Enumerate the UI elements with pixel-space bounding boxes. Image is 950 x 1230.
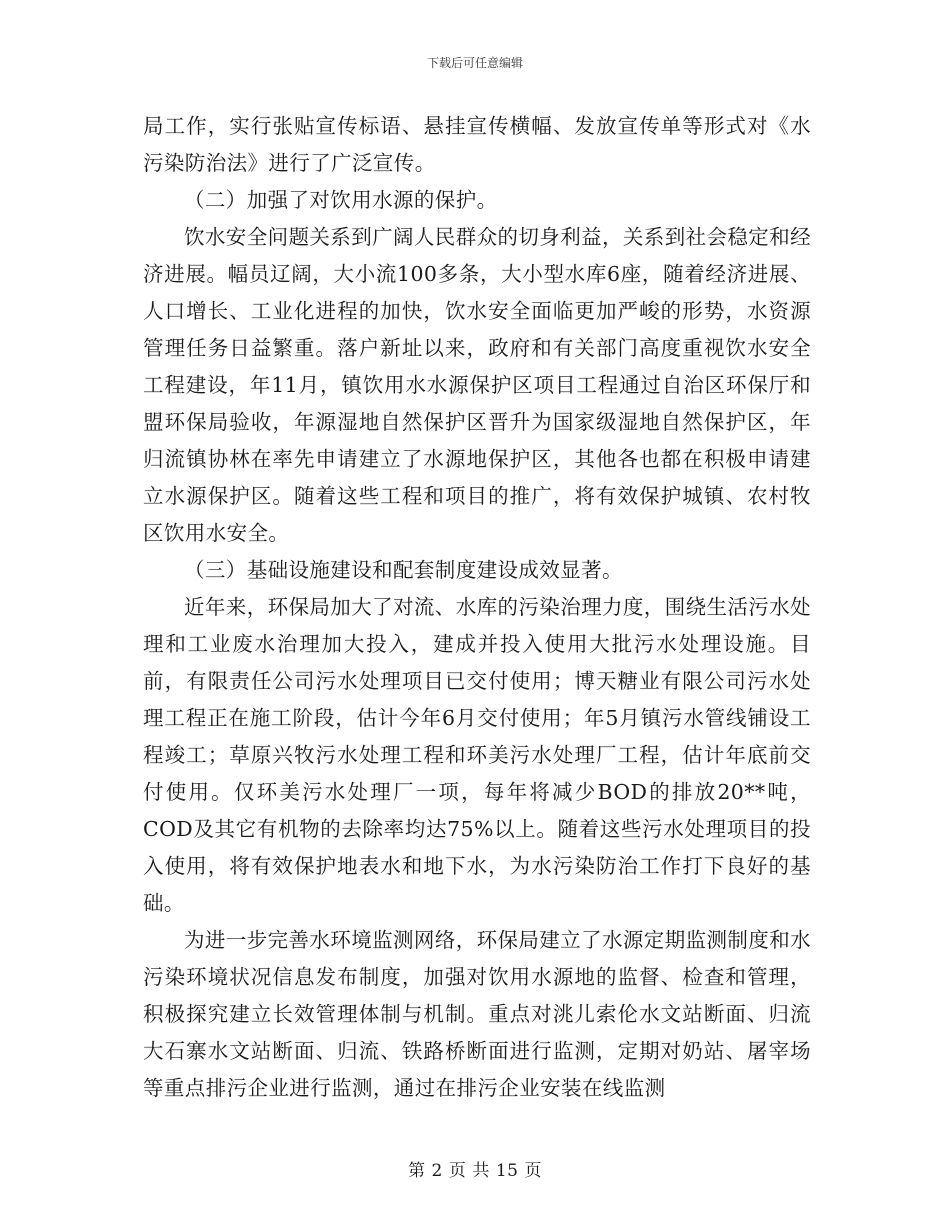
paragraph-continuation: 局工作，实行张贴宣传标语、悬挂宣传横幅、发放宣传单等形式对《水污染防治法》进行了广泛宣传。 [143, 114, 811, 175]
paragraph-water-safety: 饮水安全问题关系到广阔人民群众的切身利益，关系到社会稳定和经济进展。幅员辽阔，大小流100多条，大小型水库6座，随着经济进展、人口增长、工业化进程的加快，饮水安全面临更加严峻的形势，水资源管理任务日益繁重。落户新址以来，政府和有关部门高度重视饮水安全工程建设，年11月，镇饮用水水源保护区项目工程通过自治区环保厅和盟环保局验收，年源湿地自然保护区晋升为国家级湿地自然保护区，年归流镇协林在率先申请建立了水源地保护区，其他各也都在积极申请建立水源保护区。随着这些工程和项目的推广，将有效保护城镇、农村牧区饮用水安全。 [143, 225, 811, 545]
footer-total-label: 共 [472, 1161, 490, 1181]
footer-page-unit: 页 [448, 1161, 467, 1181]
document-body [143, 108, 811, 1107]
footer-page-number: 2 [431, 1161, 443, 1181]
footer-page-label: 第 [408, 1161, 426, 1181]
section-heading-2: （二）加强了对饮用水源的保护。 [184, 188, 498, 212]
page-footer [0, 1156, 950, 1181]
page-header: 下载后可任意编辑 [426, 56, 523, 70]
section-heading-3: （三）基础设施建设和配套制度建设成效显著。 [184, 558, 623, 582]
footer-total-unit: 页 [524, 1161, 542, 1181]
footer-total-pages: 15 [495, 1161, 519, 1181]
paragraph-infrastructure: 近年来，环保局加大了对流、水库的污染治理力度，围绕生活污水处理和工业废水治理加大投入，建成并投入使用大批污水处理设施。目前，有限责任公司污水处理项目已交付使用；博天糖业有限公司污水处理工程正在施工阶段，估计今年6月交付使用；年5月镇污水管线铺设工程竣工；草原兴牧污水处理工程和环美污水处理厂工程，估计年底前交付使用。仅环美污水处理厂一项，每年将减少BOD的排放20**吨，COD及其它有机物的去除率均达75%以上。随着这些污水处理项目的投入使用，将有效保护地表水和地下水，为水污染防治工作打下良好的基础。 [143, 595, 811, 915]
paragraph-monitoring: 为进一步完善水环境监测网络，环保局建立了水源定期监测制度和水污染环境状况信息发布制度，加强对饮用水源地的监督、检查和管理，积极探究建立长效管理体制与机制。重点对洮儿索伦水文站断面、归流大石寨水文站断面、归流、铁路桥断面进行监测，定期对奶站、屠宰场等重点排污企业进行监测，通过在排污企业安装在线监测 [143, 928, 811, 1100]
